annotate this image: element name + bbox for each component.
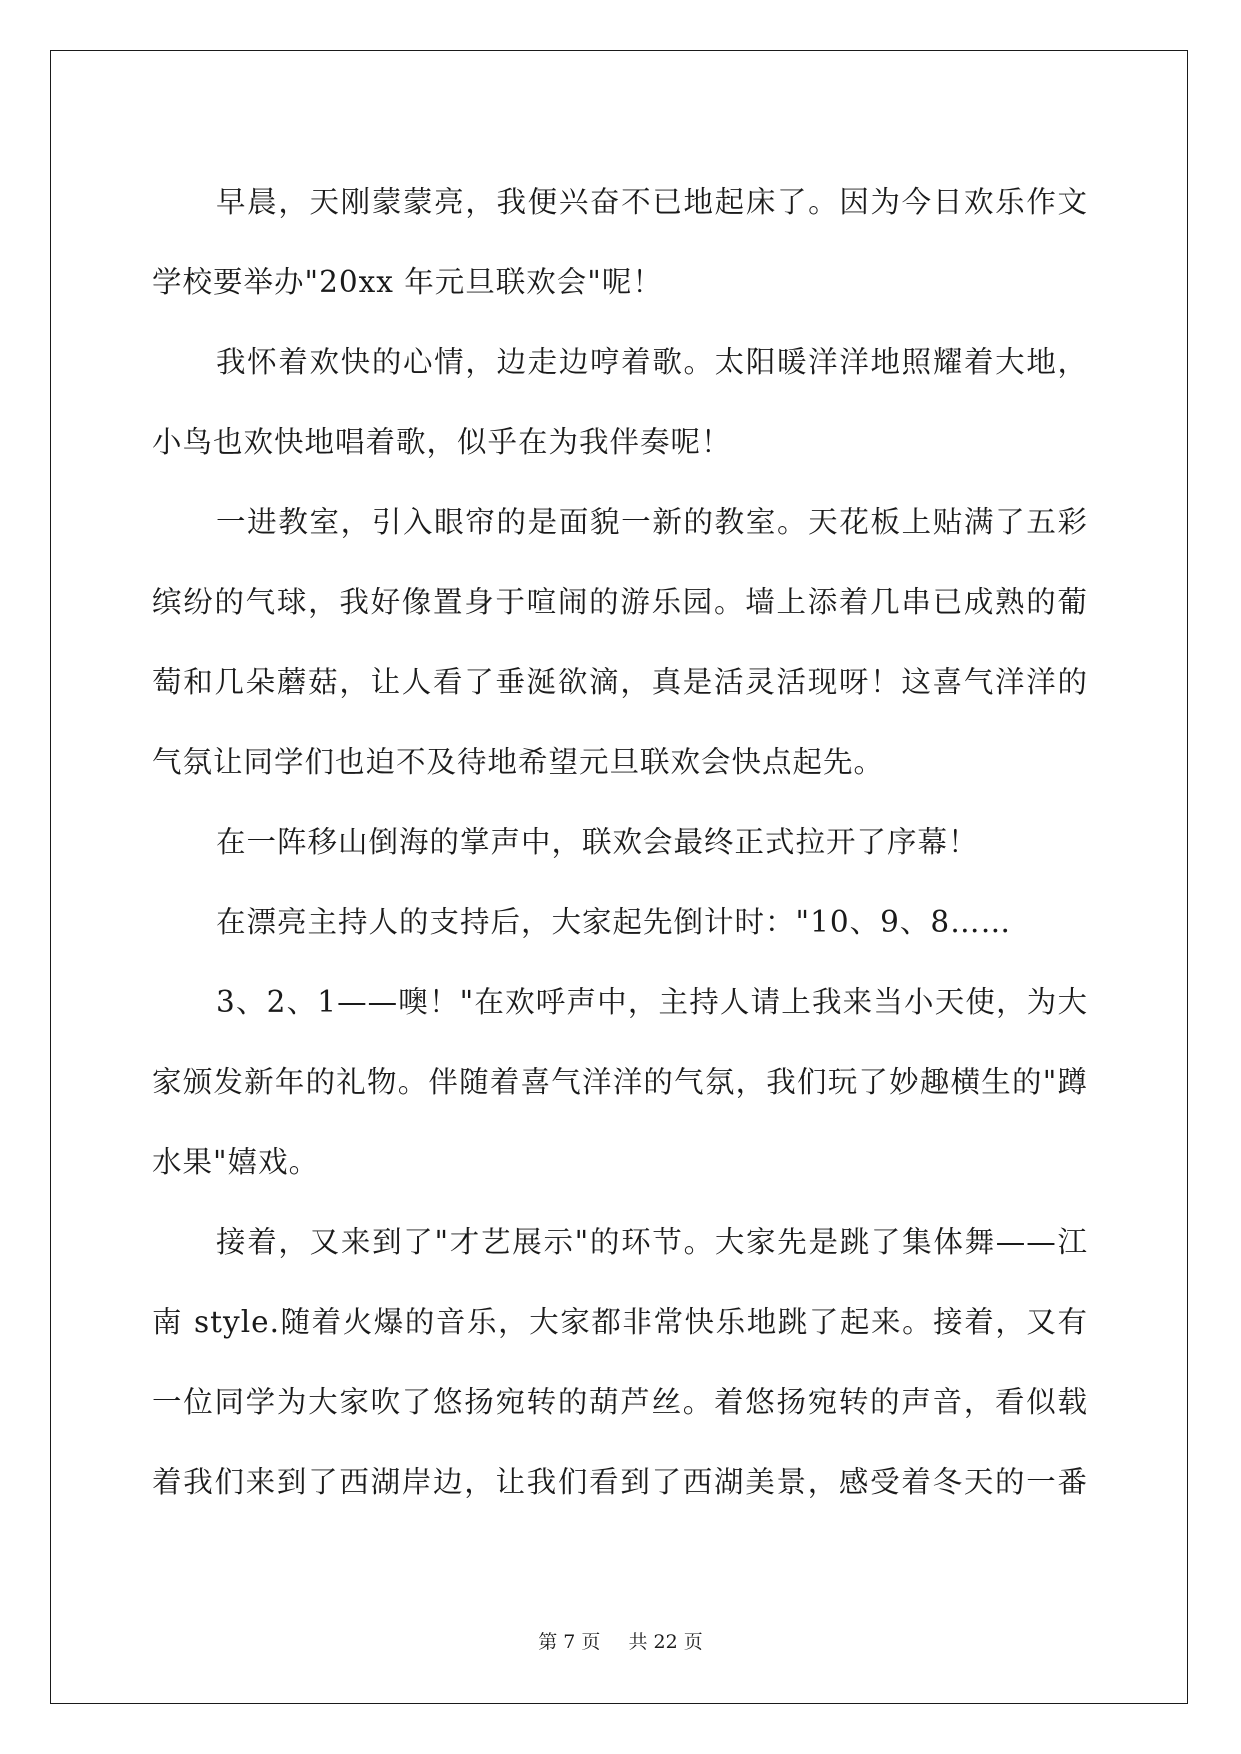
text-line: 在漂亮主持人的支持后，大家起先倒计时："10、9、8…… xyxy=(216,905,1012,939)
text-line: 萄和几朵蘑菇，让人看了垂涎欲滴，真是活灵活现呀！这喜气洋洋的 xyxy=(152,665,1088,699)
text-line: 在一阵移山倒海的掌声中，联欢会最终正式拉开了序幕！ xyxy=(216,825,979,859)
text-line: 早晨，天刚蒙蒙亮，我便兴奋不已地起床了。因为今日欢乐作文 xyxy=(216,185,1088,219)
text-line: 学校要举办"20xx 年元旦联欢会"呢！ xyxy=(152,265,663,299)
page-total: 共 22 页 xyxy=(628,1631,703,1653)
text-line: 南 style.随着火爆的音乐，大家都非常快乐地跳了起来。接着，又有 xyxy=(152,1305,1088,1339)
text-line: 我怀着欢快的心情，边走边哼着歌。太阳暖洋洋地照耀着大地， xyxy=(216,345,1088,379)
text-line: 着我们来到了西湖岸边，让我们看到了西湖美景，感受着冬天的一番 xyxy=(152,1465,1088,1499)
page-footer xyxy=(0,1627,1241,1654)
text-line: 接着，又来到了"才艺展示"的环节。大家先是跳了集体舞——江 xyxy=(216,1225,1088,1259)
text-line: 一位同学为大家吹了悠扬宛转的葫芦丝。着悠扬宛转的声音，看似载 xyxy=(152,1385,1088,1419)
text-line: 水果"嬉戏。 xyxy=(152,1145,320,1179)
text-line: 一进教室，引入眼帘的是面貌一新的教室。天花板上贴满了五彩 xyxy=(216,505,1088,539)
text-line: 3、2、1——噢！"在欢呼声中，主持人请上我来当小天使，为大 xyxy=(216,985,1088,1019)
document-body xyxy=(152,162,1088,1522)
text-line: 家颁发新年的礼物。伴随着喜气洋洋的气氛，我们玩了妙趣横生的"蹲 xyxy=(152,1065,1088,1099)
text-line: 气氛让同学们也迫不及待地希望元旦联欢会快点起先。 xyxy=(152,745,885,779)
text-line: 缤纷的气球，我好像置身于喧闹的游乐园。墙上添着几串已成熟的葡 xyxy=(152,585,1088,619)
text-line: 小鸟也欢快地唱着歌，似乎在为我伴奏呢！ xyxy=(152,425,732,459)
page-number: 第 7 页 xyxy=(538,1631,601,1653)
